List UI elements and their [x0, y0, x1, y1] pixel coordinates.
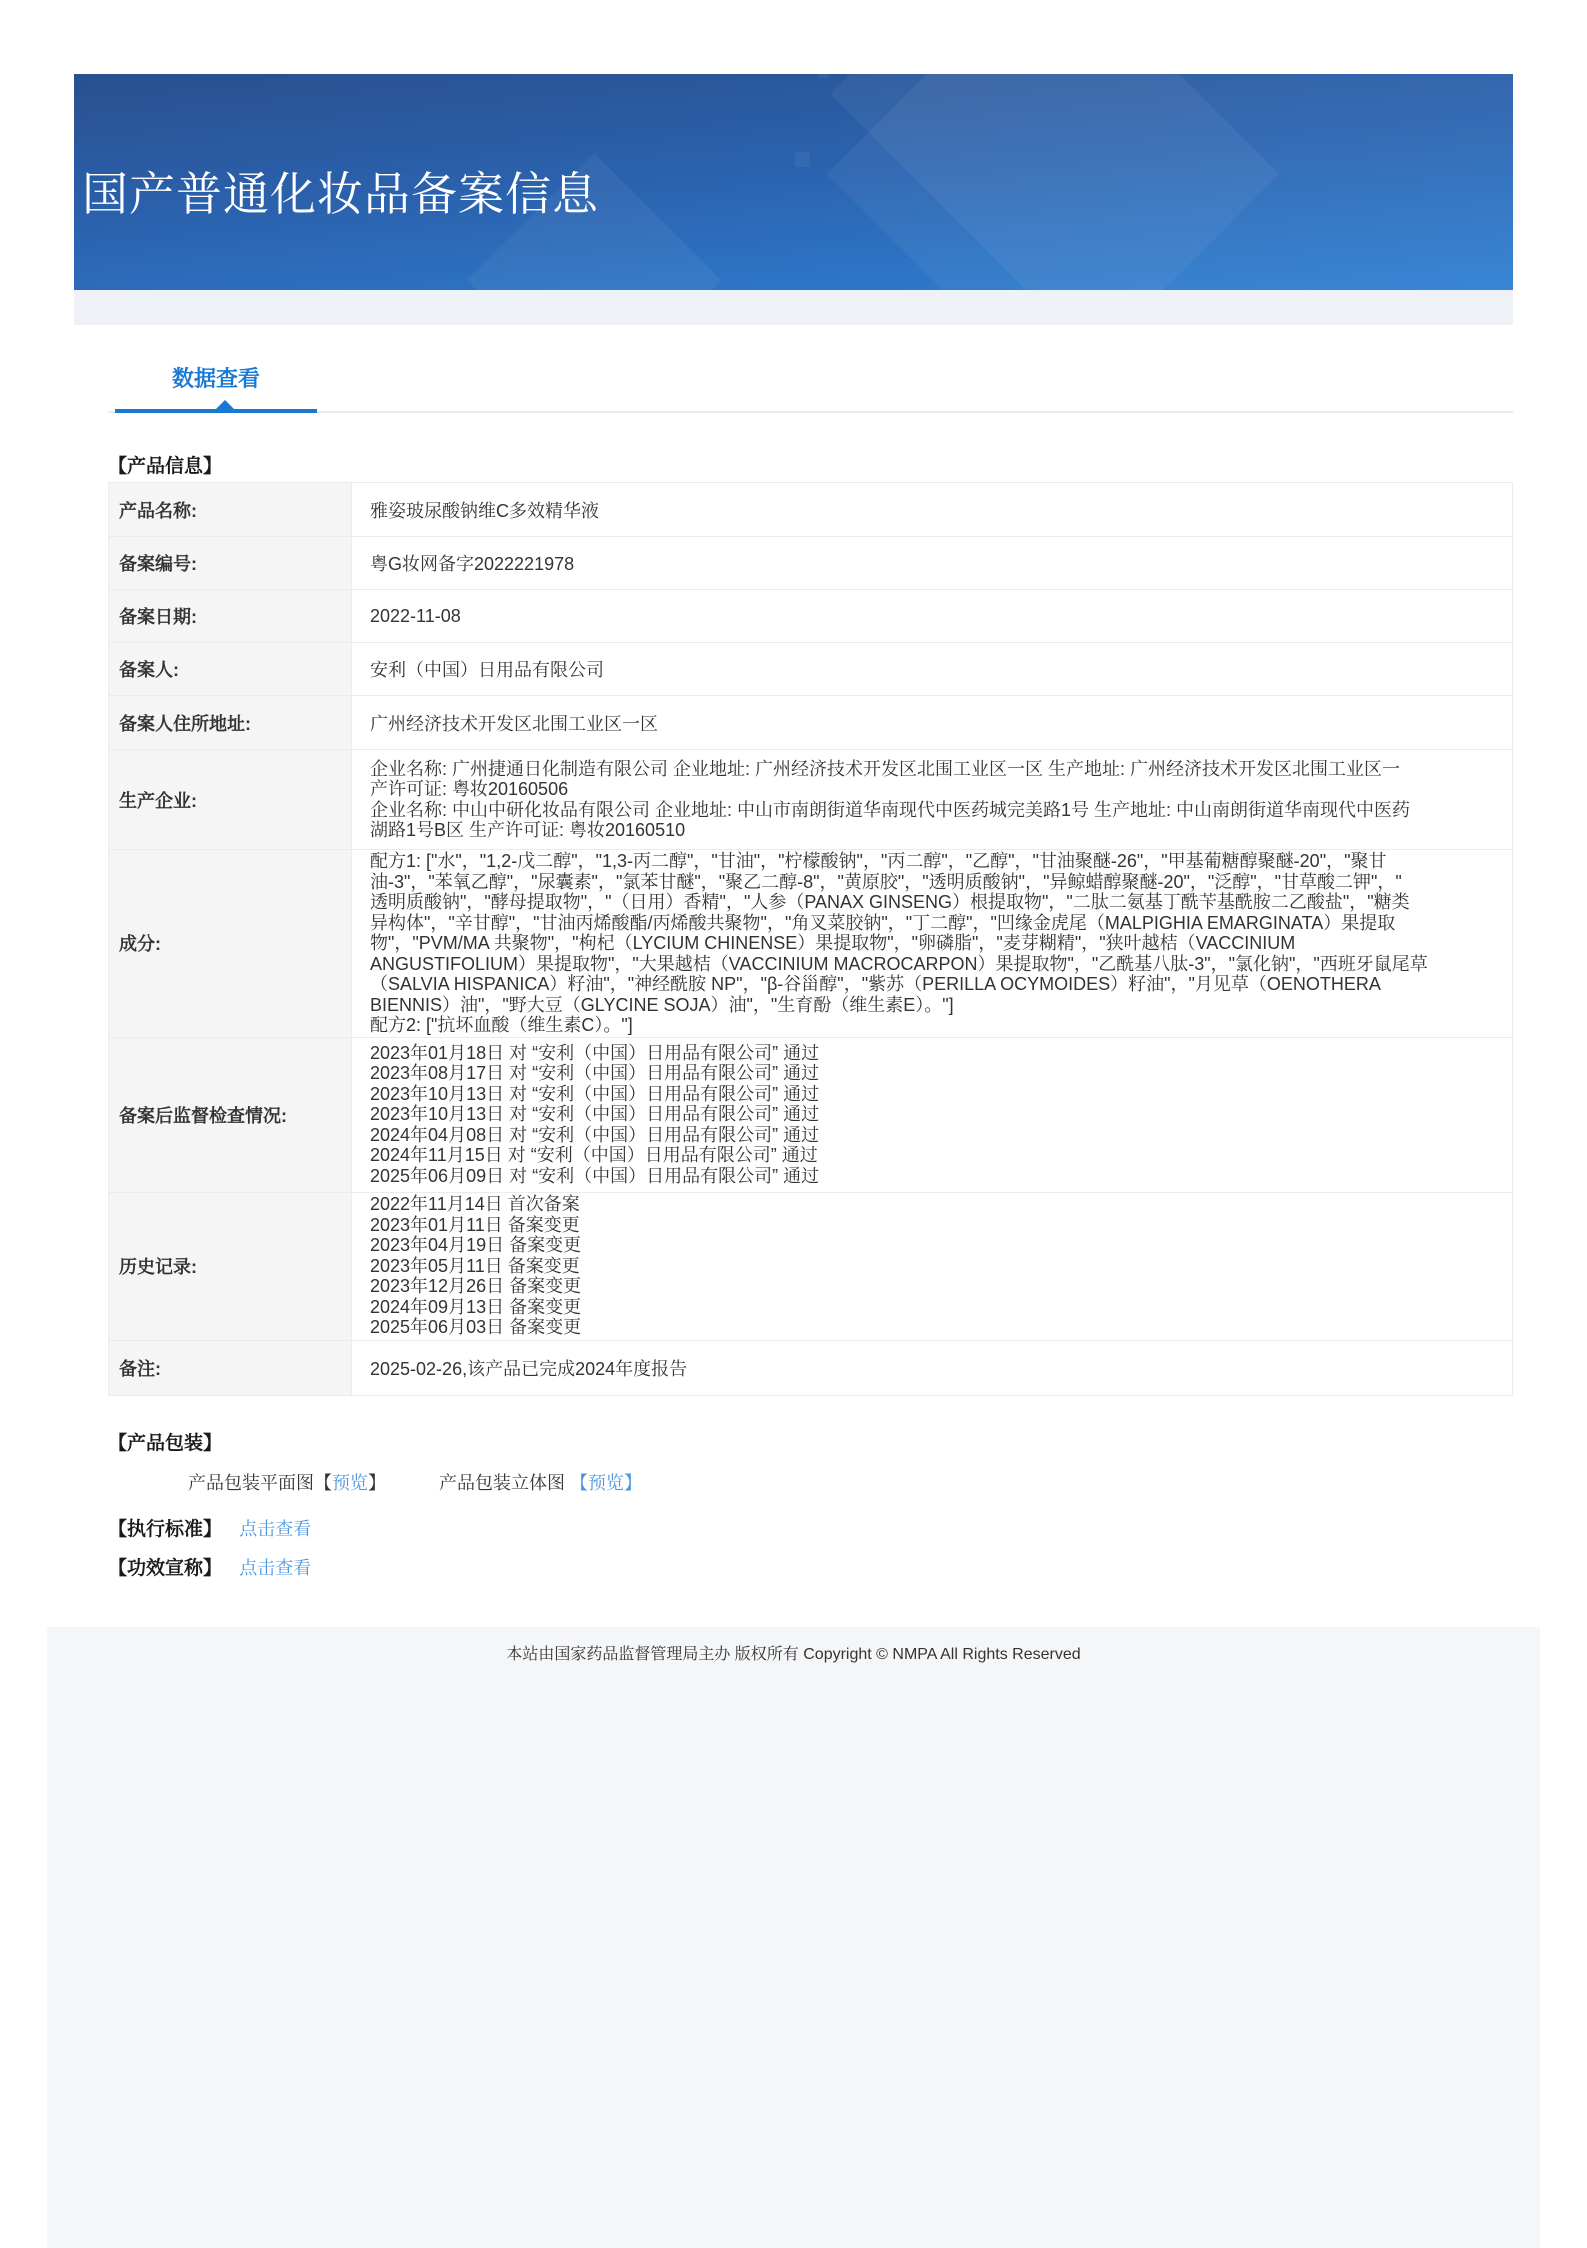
content: [74, 74, 1513, 1582]
table-row-record_no: [109, 537, 1513, 590]
table-row-inspections: [109, 1037, 1513, 1192]
row-label: 备案人:: [109, 643, 352, 696]
table-row-record_date: [109, 590, 1513, 643]
row-label: 成分:: [109, 850, 352, 1038]
packaging-stereo-preview-link[interactable]: 预览: [588, 1472, 625, 1493]
bracket-open: 【: [570, 1472, 589, 1493]
packaging-flat-item: [188, 1470, 386, 1496]
claims-view-link[interactable]: 点击查看: [239, 1557, 312, 1578]
page: [47, 0, 1540, 2248]
table-row-registrant: [109, 643, 1513, 696]
standard-row: [108, 1516, 1513, 1543]
packaging-row: [188, 1470, 1513, 1496]
packaging-stereo-item: [439, 1470, 642, 1496]
row-label: 产品名称:: [109, 483, 352, 537]
section-title-packaging: 【产品包装】: [108, 1432, 223, 1454]
tab-bar: [108, 347, 1513, 413]
tab-active-arrow-icon: [216, 400, 234, 409]
top-margin: [47, 0, 1540, 74]
row-value: 配方1: ["水"，"1,2-戊二醇"，"1,3-丙二醇"，"甘油"，"柠檬酸钠"，"丙二醇"，"乙醇"，"甘油聚醚-26"，"甲基葡糖醇聚醚-20"，"聚甘 油-3"，"苯氧乙醇"，"尿囊素"，"氯苯甘醚"，"聚乙二醇-8"，"黄原胶"，"透明质酸钠"，"异鲸蜡醇聚醚-20"，"泛醇"，"甘草酸二钾"，" 透明质酸钠"，"酵母提取物"，"（日用）香精"，"人参（PANAX GINSENG）根提取物"，"二肽二氨基丁酰苄基酰胺二乙酸盐"，"糖类 异构体"，"辛甘醇"，"甘油丙烯酸酯/丙烯酸共聚物"，"角叉菜胶钠"，"丁二醇"，"凹缘金虎尾（MALPIGHIA EMARGINATA）果提取 物"，"PVM/MA 共聚物"，"枸杞（LYCIUM CHINENSE）果提取物"，"卵磷脂"，"麦芽糊精"，"狭叶越桔（VACCINIUM ANGUSTIFOLIUM）果提取物"，"大果越桔（VACCINIUM MACROCARPON）果提取物"，"乙酰基八肽-3"，"氯化钠"，"西班牙鼠尾草 （SALVIA HISPANICA）籽油"，"神经酰胺 NP"，"β-谷甾醇"，"紫苏（PERILLA OCYMOIDES）籽油"，"月见草（OENOTHERA BIENNIS）油"，"野大豆（GLYCINE SOJA）油"，"生育酚（维生素E）。"] 配方2: ["抗坏血酸（维生素C）。"]: [352, 850, 1513, 1038]
row-label: 备注:: [109, 1340, 352, 1395]
standard-view-link[interactable]: 点击查看: [239, 1518, 312, 1539]
claims-row: [108, 1555, 1513, 1582]
table-row-history: [109, 1192, 1513, 1340]
row-value: 粤G妆网备字2022221978: [352, 537, 1513, 590]
banner: [74, 74, 1513, 290]
tab-active-underline: [115, 409, 317, 413]
table-row-remark: [109, 1340, 1513, 1395]
section-title-standard: 【执行标准】: [108, 1518, 223, 1540]
banner-sub-strip: [74, 290, 1513, 325]
table-row-ingredients: [109, 850, 1513, 1038]
table-row-registrant_address: [109, 696, 1513, 750]
row-value: 安利（中国）日用品有限公司: [352, 643, 1513, 696]
table-row-product_name: [109, 483, 1513, 537]
row-value: 2023年01月18日 对 “安利（中国）日用品有限公司” 通过 2023年08月17日 对 “安利（中国）日用品有限公司” 通过 2023年10月13日 对 “安利（中国）日用品有限公司” 通过 2023年10月13日 对 “安利（中国）日用品有限公司” 通过 2024年04月08日 对 “安利（中国）日用品有限公司” 通过 2024年11月15日 对 “安利（中国）日用品有限公司” 通过 2025年06月09日 对 “安利（中国）日用品有限公司” 通过: [352, 1037, 1513, 1192]
product-info-table: [108, 482, 1513, 1396]
row-value: 2022-11-08: [352, 590, 1513, 643]
bracket-close: 】: [624, 1472, 643, 1493]
section-title-claims: 【功效宣称】: [108, 1557, 223, 1579]
packaging-flat-label: 产品包装平面图: [188, 1472, 314, 1493]
table-row-manufacturer: [109, 750, 1513, 850]
packaging-flat-preview-link[interactable]: 预览: [332, 1472, 368, 1493]
row-label: 备案人住所地址:: [109, 696, 352, 750]
row-value: 雅姿玻尿酸钠维C多效精华液: [352, 483, 1513, 537]
bracket-open: 【: [314, 1472, 332, 1493]
row-label: 备案日期:: [109, 590, 352, 643]
footer: [47, 1627, 1540, 2248]
banner-decoration: [818, 74, 828, 78]
bracket-close: 】: [368, 1472, 386, 1493]
banner-decoration: [795, 152, 810, 167]
footer-text: 本站由国家药品监督管理局主办 版权所有 Copyright © NMPA All Rights Reserved: [506, 1645, 1081, 1663]
row-value: 2022年11月14日 首次备案 2023年01月11日 备案变更 2023年04月19日 备案变更 2023年05月11日 备案变更 2023年12月26日 备案变更 2024年09月13日 备案变更 2025年06月03日 备案变更: [352, 1192, 1513, 1340]
page-title: 国产普通化妆品备案信息: [82, 168, 599, 220]
row-label: 生产企业:: [109, 750, 352, 850]
section-title-product-info: 【产品信息】: [108, 456, 223, 477]
tab-data-view[interactable]: 数据查看: [171, 366, 260, 391]
row-label: 备案编号:: [109, 537, 352, 590]
packaging-stereo-label: 产品包装立体图: [439, 1472, 566, 1493]
row-value: 企业名称: 广州捷通日化制造有限公司 企业地址: 广州经济技术开发区北围工业区一区 生产地址: 广州经济技术开发区北围工业区一 产许可证: 粤妆20160506 企业名称: 中山中研化妆品有限公司 企业地址: 中山市南朗街道华南现代中医药城完美路1号 生产地址: 中山南朗街道华南现代中医药 湖路1号B区 生产许可证: 粤妆20160510: [352, 750, 1513, 850]
row-value: 2025-02-26,该产品已完成2024年度报告: [352, 1340, 1513, 1395]
row-value: 广州经济技术开发区北围工业区一区: [352, 696, 1513, 750]
row-label: 历史记录:: [109, 1192, 352, 1340]
row-label: 备案后监督检查情况:: [109, 1037, 352, 1192]
